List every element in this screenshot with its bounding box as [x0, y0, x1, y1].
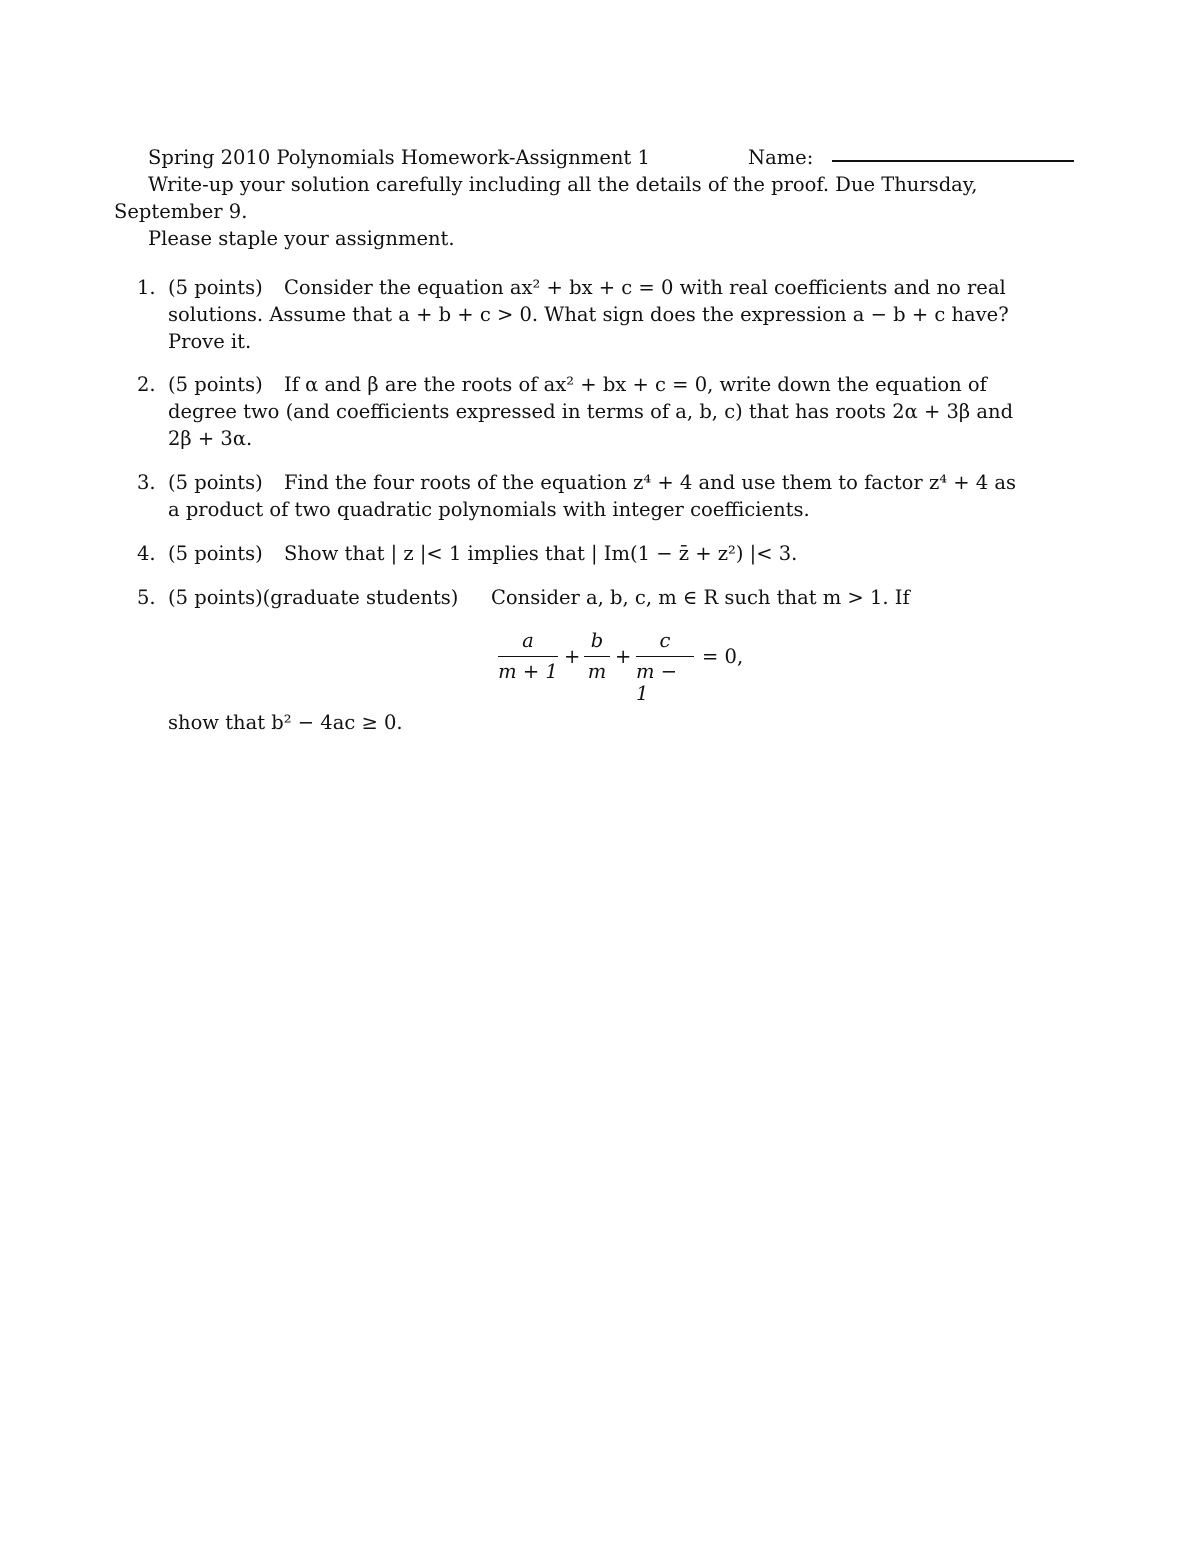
problem-text-line: Show that | z |< 1 implies that | Im(1 − z̄ + z²) |< 3.	[284, 542, 798, 565]
plus-sign: +	[615, 645, 632, 668]
fraction-numerator: c	[659, 629, 671, 652]
fraction-bar	[498, 656, 558, 657]
problem-text-line: a product of two quadratic polynomials with integer coefficients.	[168, 498, 810, 521]
fraction-denominator: m	[587, 660, 607, 683]
problem-points: (5 points)	[168, 373, 263, 396]
problem-number: 1.	[137, 276, 156, 299]
fraction-denominator: m + 1	[498, 660, 558, 683]
fraction-denominator: m − 1	[636, 660, 678, 705]
problem-number: 3.	[137, 471, 156, 494]
problem-text-line: Prove it.	[168, 330, 252, 353]
instructions-line-1: Write-up your solution carefully including all the details of the proof. Due Thursday,	[148, 173, 978, 196]
problem-text-line: Consider a, b, c, m ∈ R such that m > 1. If	[491, 586, 910, 609]
problem-text-line: 2β + 3α.	[168, 427, 253, 450]
fraction-1	[498, 630, 558, 683]
problem-points: (5 points)	[168, 542, 263, 565]
fraction-bar	[636, 656, 694, 657]
fraction-numerator: b	[590, 629, 604, 652]
fraction-3	[636, 630, 694, 705]
fraction-2	[584, 630, 610, 683]
problem-text-line: If α and β are the roots of ax² + bx + c = 0, write down the equation of	[284, 373, 987, 396]
instructions-line-2: September 9.	[114, 200, 248, 223]
name-label: Name:	[748, 146, 814, 169]
problem-points: (5 points)	[168, 276, 263, 299]
problem-text-line: Find the four roots of the equation z⁴ + 4 and use them to factor z⁴ + 4 as	[284, 471, 1017, 494]
problem-points: (5 points)	[168, 471, 263, 494]
plus-sign: +	[564, 645, 581, 668]
problem-text-line: solutions. Assume that a + b + c > 0. What sign does the expression a − b + c have?	[168, 303, 1009, 326]
problem-conclusion: show that b² − 4ac ≥ 0.	[168, 711, 403, 734]
assignment-title: Spring 2010 Polynomials Homework-Assignment 1	[148, 146, 650, 169]
problem-points: (5 points)(graduate students)	[168, 586, 459, 609]
staple-note: Please staple your assignment.	[148, 227, 455, 250]
problem-number: 5.	[137, 586, 156, 609]
fraction-numerator: a	[522, 629, 534, 652]
problem-text-line: degree two (and coefficients expressed in terms of a, b, c) that has roots 2α + 3β and	[168, 400, 1014, 423]
fraction-bar	[584, 656, 610, 657]
equation-rhs: = 0,	[702, 645, 744, 668]
problem-text-line: Consider the equation ax² + bx + c = 0 with real coefficients and no real	[284, 276, 1006, 299]
name-blank-line	[832, 160, 1074, 162]
problem-number: 2.	[137, 373, 156, 396]
problem-number: 4.	[137, 542, 156, 565]
